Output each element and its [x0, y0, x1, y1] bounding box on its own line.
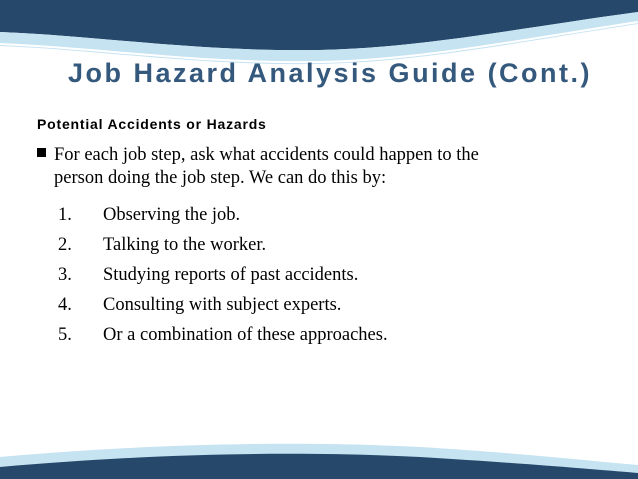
list-item-text: Observing the job.	[103, 205, 241, 225]
square-bullet-icon	[37, 148, 48, 159]
bullet-line-1: For each job step, ask what accidents could happen to the	[54, 145, 479, 165]
bullet-line-2: person doing the job step. We can do this by:	[54, 168, 387, 188]
slide-title: Job Hazard Analysis Guide (Cont.)	[67, 58, 593, 88]
list-item-number: 4.	[58, 295, 72, 315]
list-item-text: Studying reports of past accidents.	[103, 265, 359, 285]
list-item-number: 5.	[58, 325, 72, 345]
bullet-paragraph	[37, 144, 577, 190]
list-item-text: Talking to the worker.	[103, 235, 267, 255]
list-item-number: 3.	[58, 265, 72, 285]
bottom-wave-decoration	[0, 439, 638, 479]
list-item-number: 1.	[58, 205, 72, 225]
section-subtitle: Potential Accidents or Hazards	[37, 116, 267, 132]
list-item-number: 2.	[58, 235, 72, 255]
list-item-text: Consulting with subject experts.	[103, 295, 342, 315]
list-item-text: Or a combination of these approaches.	[103, 325, 388, 345]
